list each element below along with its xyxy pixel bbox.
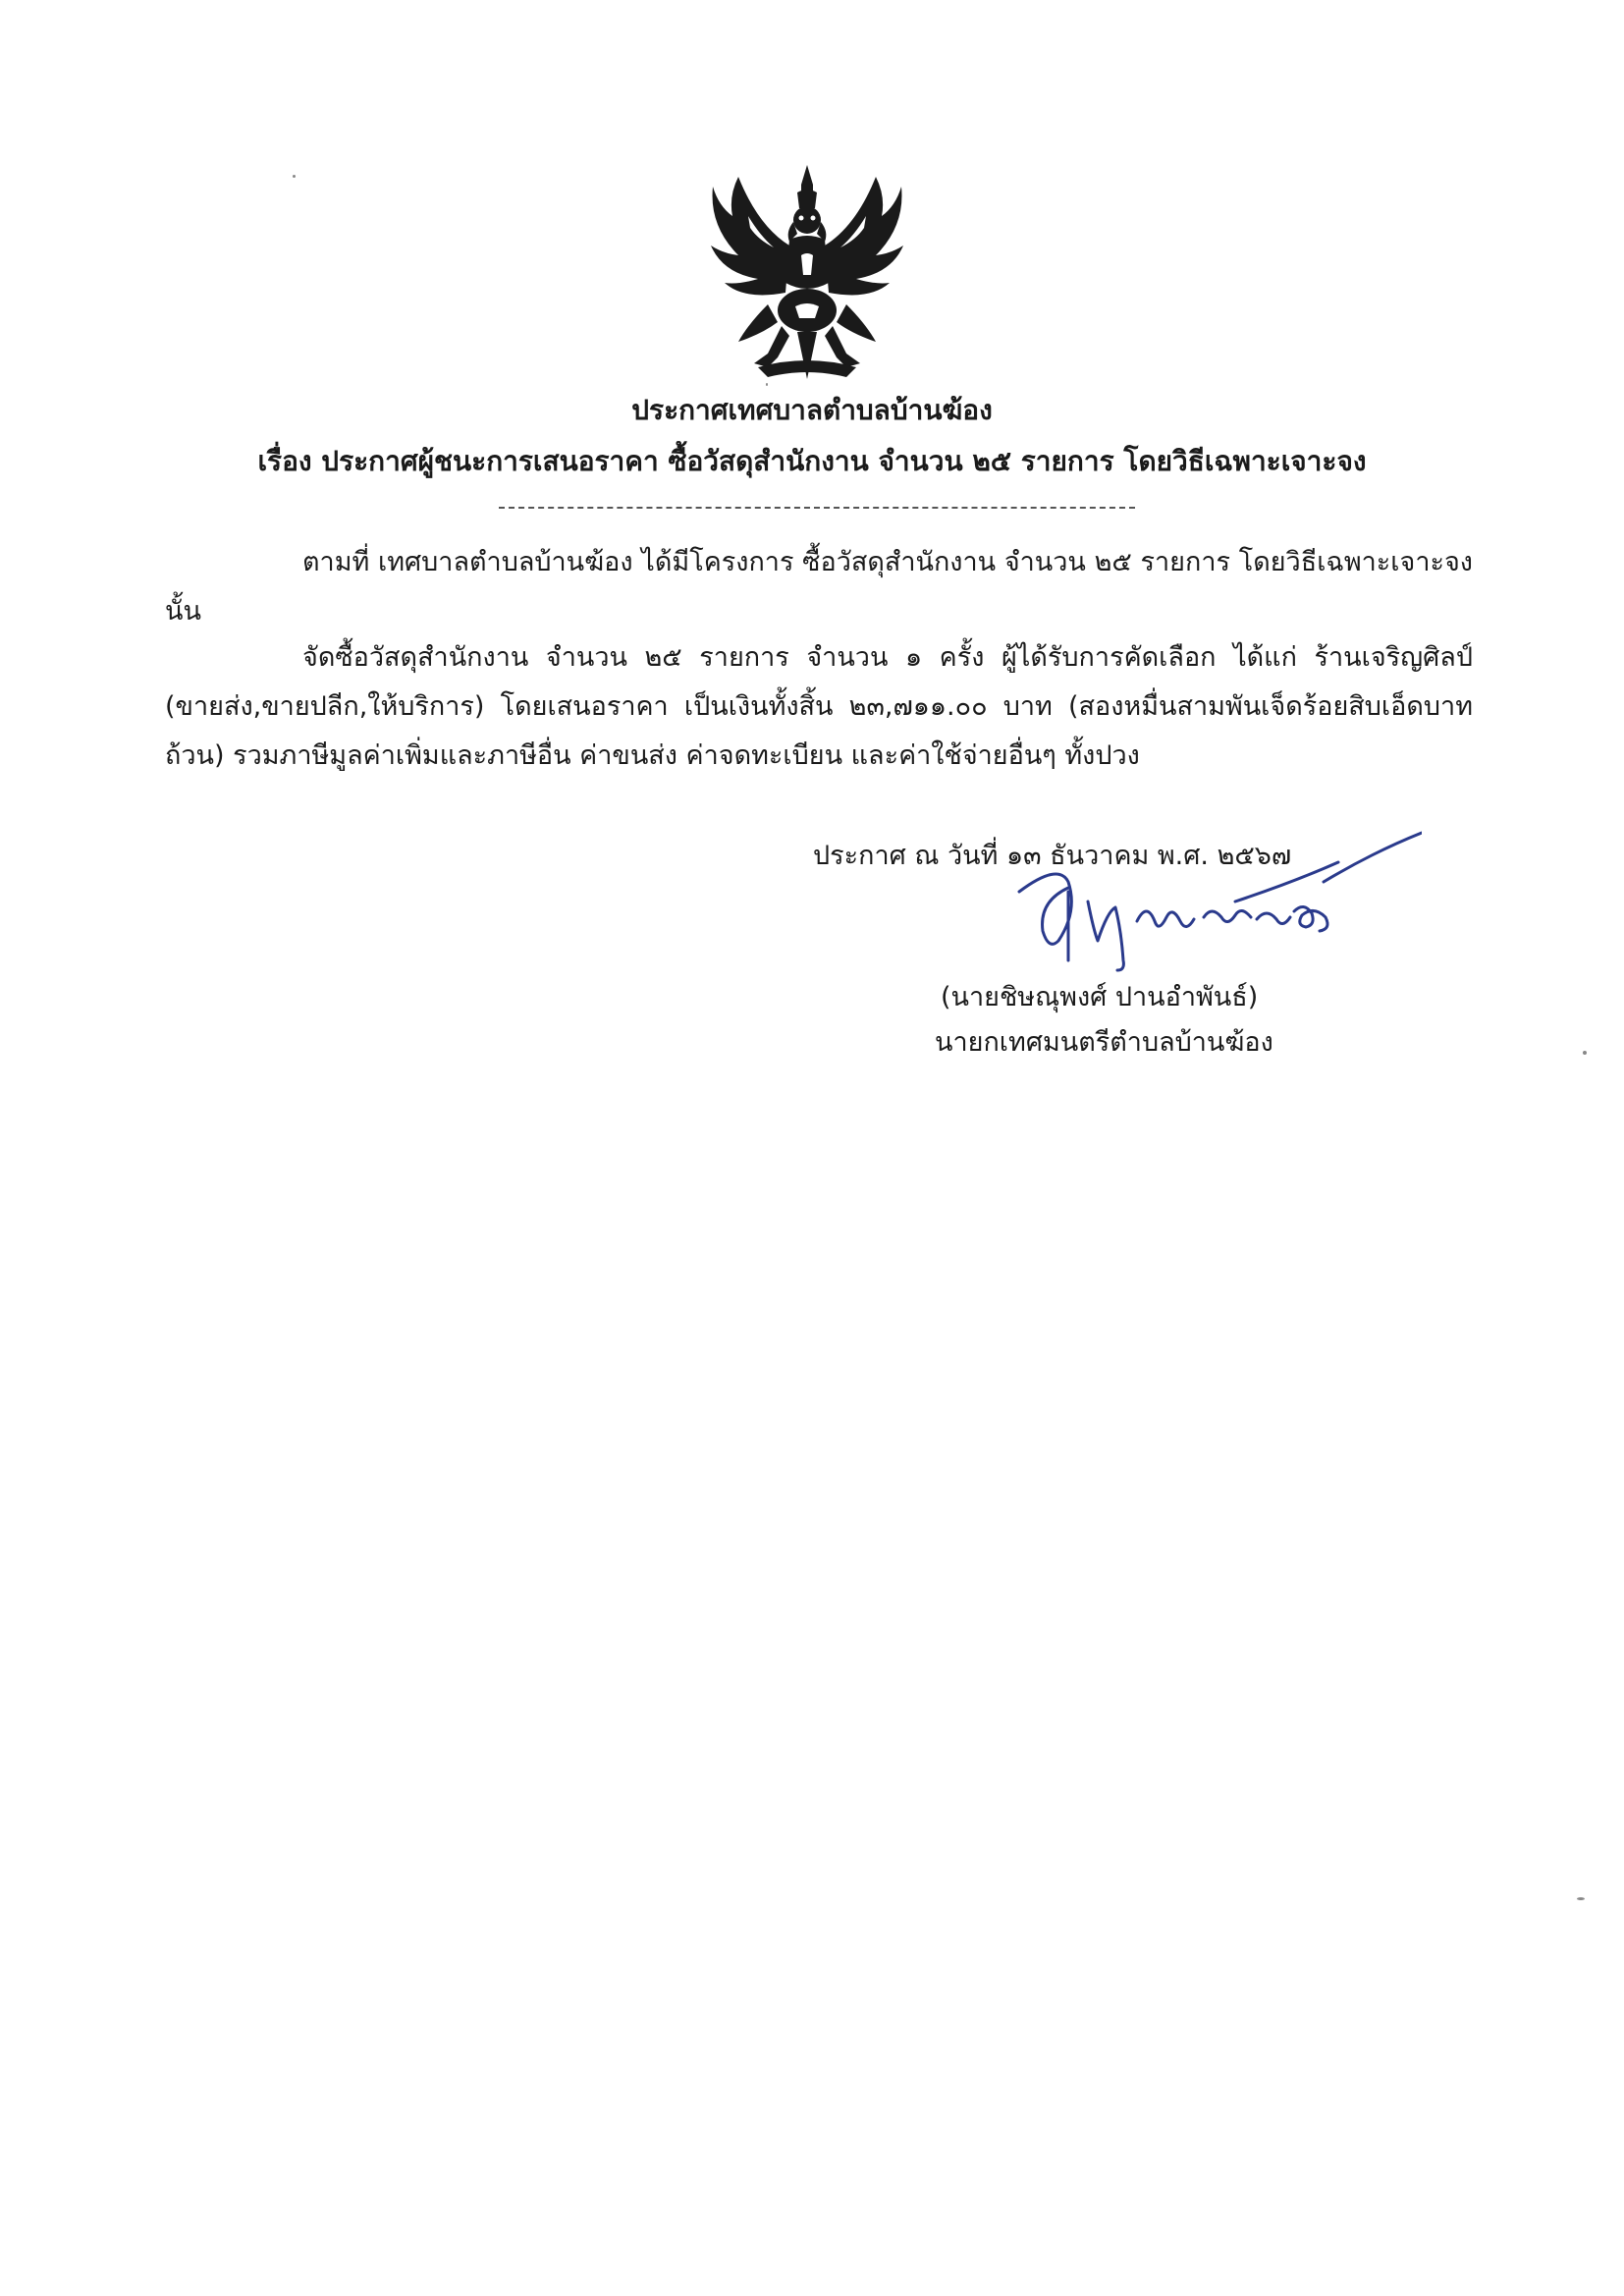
body-paragraph-1 xyxy=(165,538,1473,636)
body-paragraph-1-text: ตามที่ เทศบาลตำบลบ้านฆ้อง ได้มีโครงการ ซื้อวัสดุสำนักงาน จำนวน ๒๕ รายการ โดยวิธีเฉพาะเจาะจง นั้น xyxy=(165,547,1473,627)
body-paragraph-2 xyxy=(165,633,1473,781)
scan-speck xyxy=(1583,1051,1587,1055)
handwritten-signature xyxy=(1000,823,1422,980)
scan-speck xyxy=(766,383,768,386)
announcement-title: ประกาศเทศบาลตำบลบ้านฆ้อง xyxy=(631,394,993,426)
garuda-emblem-icon xyxy=(699,157,915,383)
announcement-subject: เรื่อง ประกาศผู้ชนะการเสนอราคา ซื้อวัสดุสำนักงาน จำนวน ๒๕ รายการ โดยวิธีเฉพาะเจาะจง xyxy=(257,445,1367,477)
signer-title: นายกเทศมนตรีตำบลบ้านฆ้อง xyxy=(935,1027,1273,1058)
divider xyxy=(499,507,1135,509)
body-paragraph-2-text: จัดซื้อวัสดุสำนักงาน จำนวน ๒๕ รายการ จำนวน ๑ ครั้ง ผู้ได้รับการคัดเลือก ได้แก่ ร้านเจริญศิลป์ (ขายส่ง,ขายปลีก,ให้บริการ) โดยเสนอราคา เป็นเงินทั้งสิ้น ๒๓,๗๑๑.๐๐ บาท (สองหมื่นสามพันเจ็ดร้อยสิบเอ็ดบาทถ้วน) รวมภาษีมูลค่าเพิ่มและภาษีอื่น ค่าขนส่ง ค่าจดทะเบียน และค่าใช้จ่ายอื่นๆ ทั้งปวง xyxy=(165,642,1473,771)
signer-name: (นายชิษณุพงศ์ ปานอำพันธ์) xyxy=(941,982,1259,1012)
scan-speck xyxy=(1577,1897,1585,1900)
scan-speck xyxy=(293,175,296,178)
announcement-date: ประกาศ ณ วันที่ ๑๓ ธันวาคม พ.ศ. ๒๕๖๗ xyxy=(813,841,1292,871)
